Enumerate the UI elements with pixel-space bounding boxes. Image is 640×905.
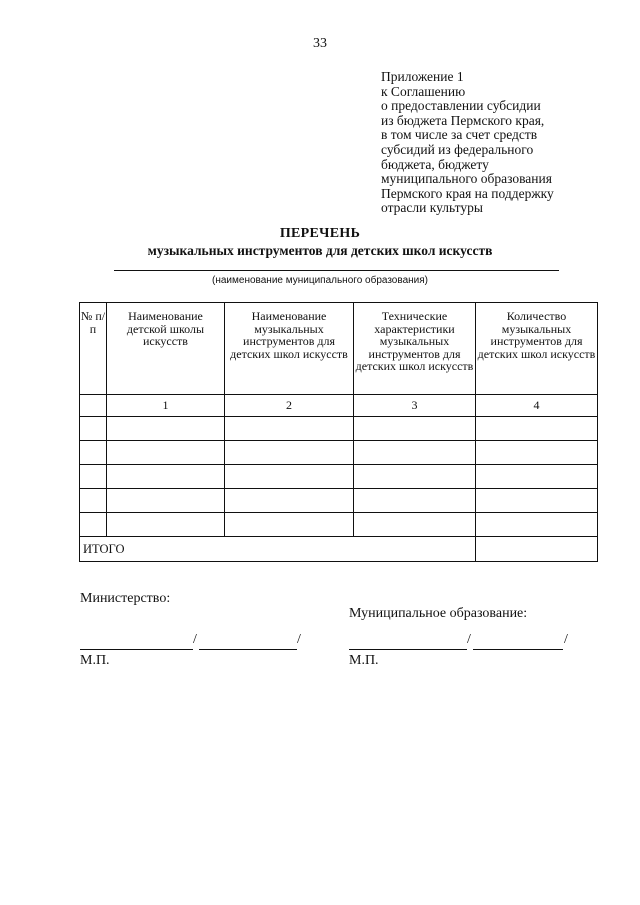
total-row [80, 537, 598, 562]
header-quantity: Количество музыкальных инструментов для детских школ искусств [476, 303, 598, 395]
appendix-line: Приложение 1 [381, 69, 464, 84]
table-cell [476, 513, 598, 537]
total-label: ИТОГО [80, 537, 476, 562]
instruments-table [79, 302, 598, 562]
table-cell [225, 489, 354, 513]
signature-slash: / [467, 632, 471, 647]
ministry-name-line [199, 649, 297, 650]
table-cell [354, 417, 476, 441]
document-title: ПЕРЕЧЕНЬ [279, 226, 361, 241]
column-number: 3 [354, 395, 476, 417]
appendix-line: в том числе за счет средств [381, 127, 538, 143]
table-cell [225, 441, 354, 465]
table-cell [354, 489, 476, 513]
column-number: 4 [476, 395, 598, 417]
header-number: № п/п [80, 303, 107, 395]
table-cell [225, 465, 354, 489]
table-row [80, 441, 598, 465]
table-cell [107, 441, 225, 465]
header-instrument-name: Наименование музыкальных инструментов для детских школ искусств [225, 303, 354, 395]
table-cell [80, 489, 107, 513]
table-cell [354, 513, 476, 537]
table-row [80, 417, 598, 441]
table-cell [107, 489, 225, 513]
appendix-line: к Соглашению [381, 83, 466, 99]
signature-slash: / [564, 632, 568, 647]
ministry-label: Министерство: [80, 591, 171, 606]
table-cell [80, 465, 107, 489]
appendix-line: Пермского края на поддержку [381, 185, 554, 201]
appendix-line: субсидий из федерального [381, 141, 534, 157]
document-subtitle: музыкальных инструментов для детских школ искусств [147, 243, 493, 258]
page-number: 33 [313, 36, 327, 51]
table-cell [476, 417, 598, 441]
municipality-label: Муниципальное образование: [349, 606, 528, 621]
municipality-signature-line [349, 649, 467, 650]
ministry-signature-line [80, 649, 193, 650]
appendix-line: бюджета, бюджету [381, 156, 489, 172]
table-header-row [80, 303, 598, 395]
table-cell [225, 513, 354, 537]
appendix-line: из бюджета Пермского края, [381, 112, 545, 128]
municipality-name-line [473, 649, 563, 650]
table-cell [80, 513, 107, 537]
table-cell [107, 417, 225, 441]
signature-slash: / [297, 632, 301, 647]
total-value [476, 537, 598, 562]
table-cell [107, 465, 225, 489]
table-cell [354, 465, 476, 489]
table-cell [476, 441, 598, 465]
stamp-place-right: М.П. [349, 653, 379, 668]
appendix-line: о предоставлении субсидии [381, 98, 541, 114]
table-cell [80, 441, 107, 465]
appendix-block [381, 70, 621, 216]
header-school-name: Наименование детской школы искусств [107, 303, 225, 395]
table-cell [476, 465, 598, 489]
signature-slash: / [193, 632, 197, 647]
table-row [80, 489, 598, 513]
table-cell [476, 489, 598, 513]
table-cell [80, 417, 107, 441]
appendix-line: отрасли культуры [381, 200, 483, 216]
column-number-row [80, 395, 598, 417]
municipality-caption: (наименование муниципального образования) [212, 275, 428, 286]
appendix-line: муниципального образования [381, 171, 552, 187]
table-cell [225, 417, 354, 441]
column-number [80, 395, 107, 417]
column-number: 1 [107, 395, 225, 417]
table-cell [354, 441, 476, 465]
header-technical-specs: Технические характеристики музыкальных инструментов для детских школ искусств [354, 303, 476, 395]
stamp-place-left: М.П. [80, 653, 110, 668]
column-number: 2 [225, 395, 354, 417]
table-cell [107, 513, 225, 537]
table-row [80, 465, 598, 489]
table-row [80, 513, 598, 537]
municipality-name-line [114, 270, 559, 271]
